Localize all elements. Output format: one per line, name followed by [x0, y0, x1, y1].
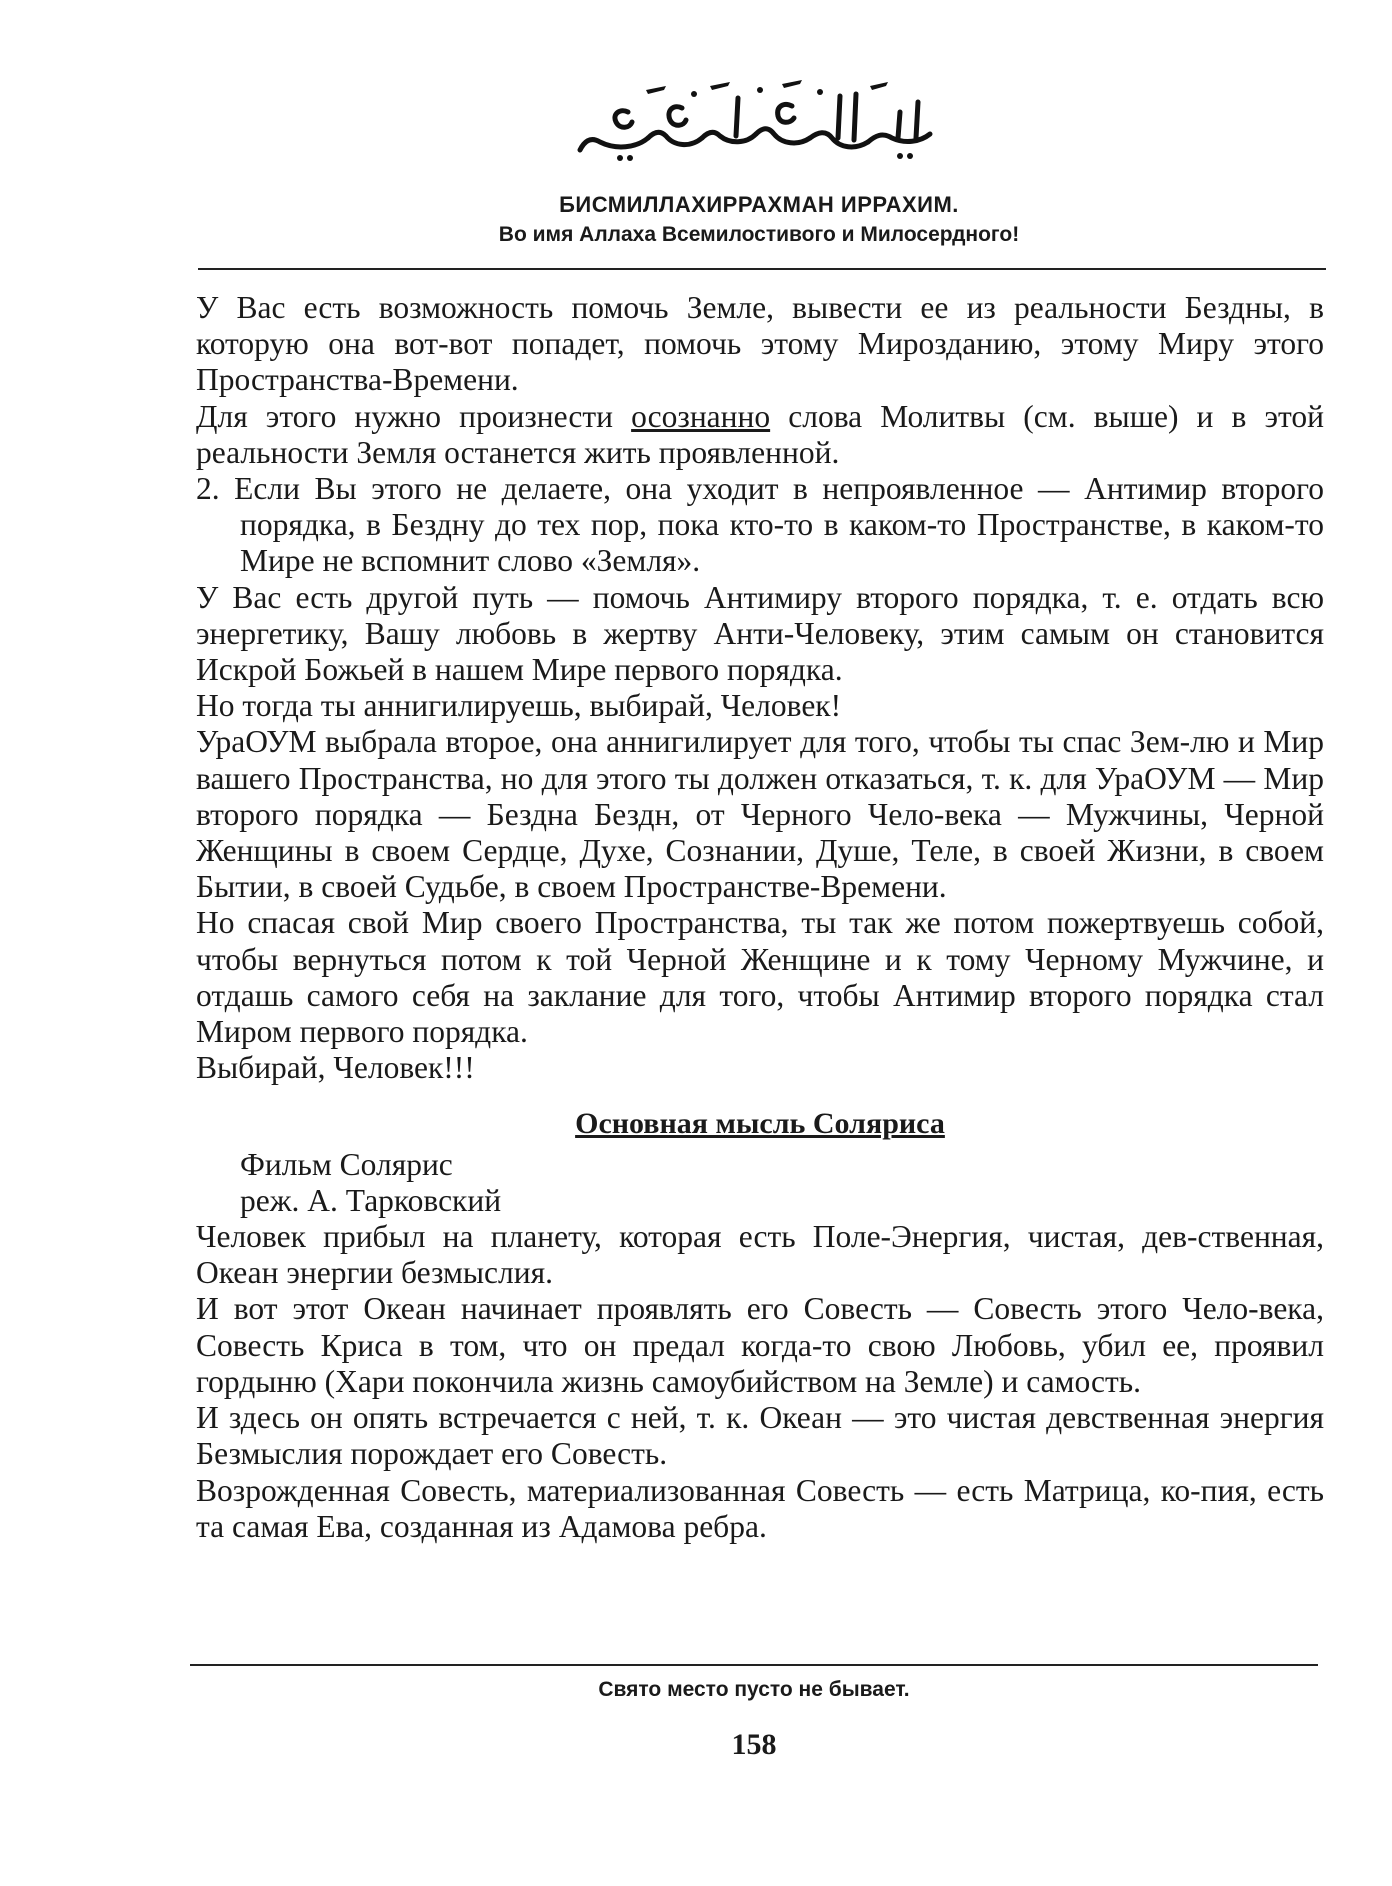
paragraph: Человек прибыл на планету, которая есть Поле-Энергия, чистая, дев-ственная, Океан энергии безмыслия. — [196, 1219, 1324, 1291]
text-fragment: Для этого нужно произнести — [196, 398, 632, 434]
arabic-basmala-calligraphy-icon — [570, 72, 940, 172]
header-divider — [198, 268, 1326, 270]
film-title: Фильм Солярис — [240, 1146, 453, 1182]
paragraph — [196, 399, 1324, 471]
paragraph: Выбирай, Человек!!! — [196, 1050, 475, 1086]
header-title: БИСМИЛЛАХИРРАХМАН ИРРАХИМ. — [559, 192, 959, 217]
page-header — [194, 190, 1324, 250]
paragraph: Но спасая свой Мир своего Пространства, ты так же потом пожертвуешь собой, чтобы вернуться потом к той Черной Женщине и к тому Черному Мужчине, и отдашь самого себя на заклание для того, чтобы Антимир второго порядка стал Миром первого порядка. — [196, 905, 1324, 1050]
text-fragment: слова Молитвы (см. выше) и в этой реальности Земля останется жить проявленной. — [196, 398, 1324, 470]
paragraph: Но тогда ты аннигилируешь, выбирай, Человек! — [196, 688, 842, 724]
page-number: 158 — [731, 1728, 777, 1761]
footer-motto: Свято место пусто не бывает. — [598, 1678, 910, 1701]
section-heading: Основная мысль Соляриса — [575, 1107, 945, 1141]
paragraph: У Вас есть возможность помочь Земле, вывести ее из реальности Бездны, в которую она вот-вот попадет, помочь этому Мирозданию, этому Миру этого Пространства-Времени. — [196, 290, 1324, 398]
paragraph: И здесь он опять встречается с ней, т. к. Океан — это чистая девственная энергия Безмыслия порождает его Совесть. — [196, 1400, 1324, 1472]
paragraph: И вот этот Океан начинает проявлять его Совесть — Совесть этого Чело-века, Совесть Криса в том, что он предал когда-то свою Любовь, убил ее, проявил гордыню (Хари покончила жизнь самоубийством на Земле) и самость. — [196, 1291, 1324, 1399]
paragraph: У Вас есть другой путь — помочь Антимиру второго порядка, т. е. отдать всю энергетику, Вашу любовь в жертву Анти-Человеку, этим самым он становится Искрой Божьей в нашем Мире первого порядка. — [196, 579, 1324, 688]
footer-divider — [190, 1664, 1318, 1666]
film-director: реж. А. Тарковский — [240, 1182, 502, 1218]
paragraph: Возрожденная Совесть, материализованная Совесть — есть Матрица, ко-пия, есть та самая Ева, созданная из Адамова ребра. — [196, 1472, 1324, 1544]
underlined-word: осознанно — [631, 398, 771, 434]
paragraph: УраОУМ выбрала второе, она аннигилирует для того, чтобы ты спас Зем-лю и Мир вашего Пространства, но для этого ты должен отказаться, т. к. для УраОУМ — Мир второго порядка — Бездна Бездн, от Черного Чело-века — Мужчины, Черной Женщины в своем Сердце, Духе, Сознании, Душе, Теле, в своей Жизни, в своем Бытии, в своей Судьбе, в своем Пространстве-Времени. — [196, 724, 1324, 905]
page-body — [196, 290, 1324, 1545]
header-subtitle: Во имя Аллаха Всемилостивого и Милосердного! — [498, 223, 1020, 246]
numbered-paragraph: 2. Если Вы этого не делаете, она уходит в непроявленное — Антимир второго порядка, в Бездну до тех пор, пока кто-то в каком-то Пространстве, в каком-то Мире не вспомнит слово «Земля». — [196, 471, 1324, 579]
